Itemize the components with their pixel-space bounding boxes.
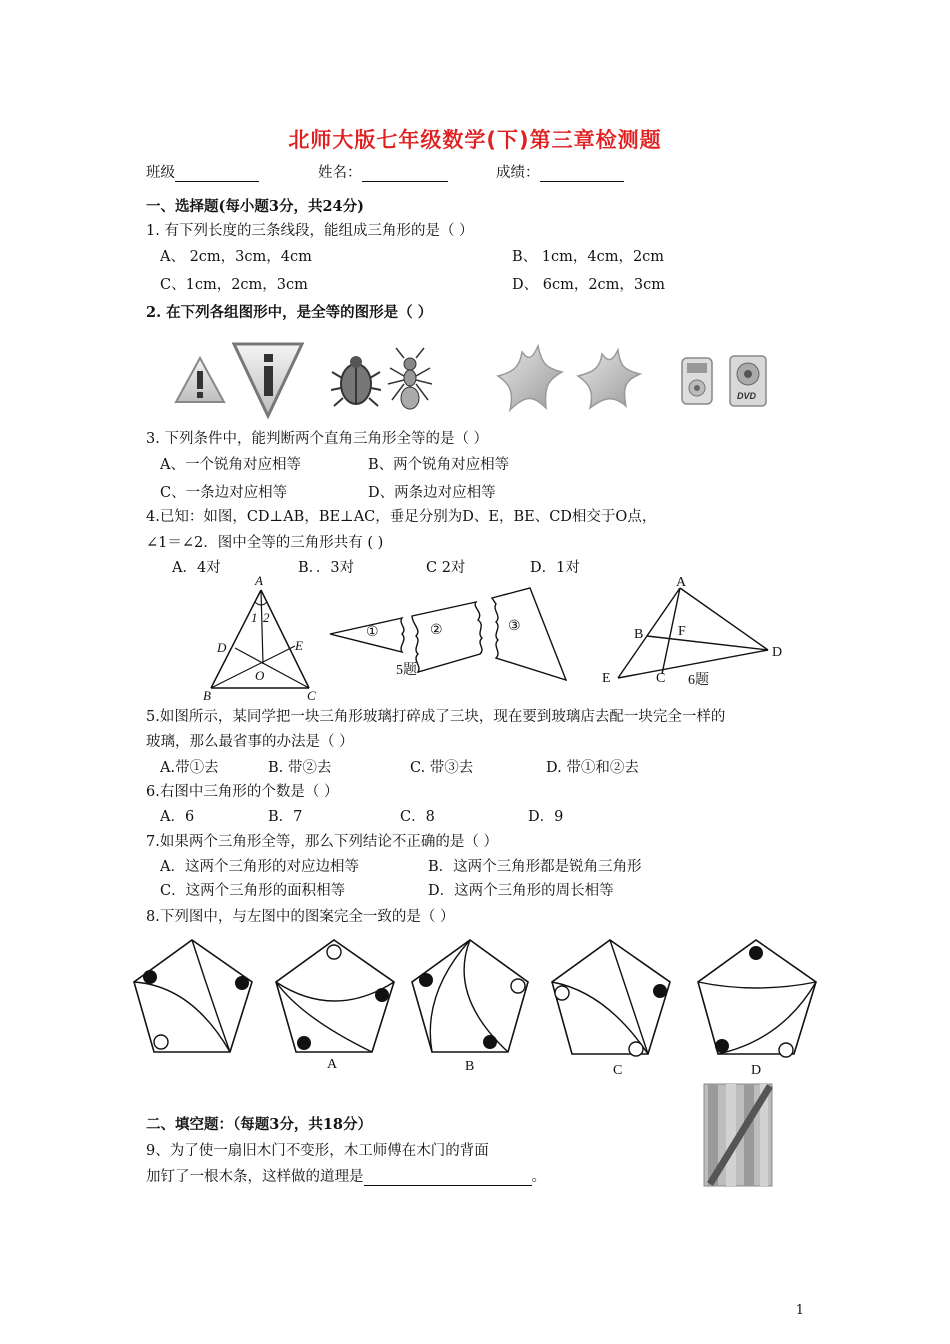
q6-option-d: D．9 <box>528 809 564 825</box>
q7-option-c: C．这两个三角形的面积相等 <box>160 883 346 899</box>
q5-option-c: C. 带③去 <box>410 760 474 776</box>
door-brace-figure <box>704 1084 774 1188</box>
class-field <box>146 164 259 182</box>
q6-option-a: A．6 <box>160 809 195 825</box>
q4-line1: 4.已知：如图，CD⊥AB，BE⊥AC，垂足分别为D、E，BE、CD相交于O点， <box>146 509 657 525</box>
q5-option-b: B. 带②去 <box>268 760 332 776</box>
name-label: 姓名： <box>318 165 362 181</box>
q1-option-d: D、 6cm，2cm，3cm <box>512 277 666 293</box>
q6-label-E: E <box>602 671 611 686</box>
name-field <box>318 164 448 182</box>
beetle-icon <box>331 356 381 406</box>
q5-figure <box>326 578 576 688</box>
score-blank <box>540 166 624 182</box>
q1-stem: 1. 有下列长度的三条线段，能组成三角形的是（ ） <box>146 223 474 239</box>
q5-line1: 5.如图所示，某同学把一块三角形玻璃打碎成了三块，现在要到玻璃店去配一块完全一样的 <box>146 709 726 725</box>
q4-label-E: E <box>295 638 303 653</box>
q4-line2: ∠1＝∠2．图中全等的三角形共有 ( ) <box>146 535 384 551</box>
q1-option-c: C、1cm，2cm，3cm <box>160 277 308 293</box>
q4-option-b: B．．3对 <box>298 560 355 576</box>
q8-option-c-pentagon <box>552 940 670 1078</box>
q6-label-F: F <box>678 624 686 639</box>
q9-line1: 9、为了使一扇旧木门不变形，木工师傅在木门的背面 <box>146 1143 489 1159</box>
q6-stem: 6.右图中三角形的个数是（ ） <box>146 784 339 800</box>
q6-label-B: B <box>634 627 644 642</box>
q6-label-A: A <box>676 575 687 590</box>
q7-option-a: A．这两个三角形的对应边相等 <box>160 859 359 875</box>
q3-option-c: C、一条边对应相等 <box>160 485 288 501</box>
q3-option-a: A、一个锐角对应相等 <box>160 457 301 473</box>
score-label: 成绩： <box>496 165 540 181</box>
q5-line2: 玻璃，那么最省事的办法是（ ） <box>146 734 354 750</box>
q8-label-a: A <box>327 1057 338 1072</box>
name-blank <box>362 166 448 182</box>
q6-label-C: C <box>656 671 666 686</box>
q2-figures <box>170 338 780 420</box>
q5-piece-1: ① <box>366 625 379 640</box>
class-blank <box>175 166 259 182</box>
warning-triangle-icon <box>176 358 224 402</box>
q7-stem: 7.如果两个三角形全等，那么下列结论不正确的是（ ） <box>146 834 498 850</box>
q8-label-d: D <box>751 1063 762 1078</box>
q2-stem: 2. 在下列各组图形中，是全等的图形是（ ） <box>146 304 433 321</box>
ant-icon <box>388 348 432 409</box>
q6-figure <box>600 574 800 694</box>
dvd-label: DVD <box>737 391 757 401</box>
q5-option-d: D. 带①和②去 <box>546 760 639 776</box>
q7-option-b: B．这两个三角形都是锐角三角形 <box>428 859 642 875</box>
starfish-icon <box>498 346 562 410</box>
dvd-icon <box>730 356 766 406</box>
q4-label-O: O <box>255 668 265 683</box>
q9-answer-blank <box>364 1170 532 1186</box>
q8-option-d-pentagon <box>698 940 816 1078</box>
q6-option-c: C．8 <box>400 809 435 825</box>
q8-option-b-pentagon <box>412 940 528 1074</box>
q4-label-1: 1 <box>251 610 258 625</box>
q8-label-c: C <box>613 1063 623 1078</box>
q8-original-pentagon <box>134 940 252 1052</box>
q5-piece-2: ② <box>430 623 443 638</box>
q8-label-b: B <box>465 1059 475 1074</box>
q6-option-b: B．7 <box>268 809 303 825</box>
score-field <box>496 164 624 182</box>
q8-option-a-pentagon <box>276 940 394 1072</box>
q4-option-c: C 2对 <box>426 560 466 576</box>
q4-label-2: 2 <box>263 610 270 625</box>
q8-stem: 8.下列图中，与左图中的图案完全一致的是（ ） <box>146 909 455 925</box>
q3-option-b: B、两个锐角对应相等 <box>368 457 510 473</box>
q4-figure <box>195 572 335 706</box>
starfish-icon <box>578 350 640 408</box>
q5-option-a: A.带①去 <box>160 760 219 776</box>
page-title: 北师大版七年级数学(下)第三章检测题 <box>288 128 662 152</box>
page-number: 1 <box>795 1303 804 1318</box>
q1-option-b: B、 1cm，4cm，2cm <box>512 249 665 265</box>
q9-line2-field <box>146 1168 546 1186</box>
q3-stem: 3. 下列条件中，能判断两个直角三角形全等的是（ ） <box>146 431 489 447</box>
q4-label-D: D <box>217 640 227 655</box>
q4-option-a: A．4对 <box>172 560 221 576</box>
q9-line2-end: 。 <box>531 1169 546 1185</box>
q4-label-C: C <box>307 688 316 703</box>
q8-figures <box>130 936 830 1082</box>
q6-caption: 6题 <box>688 673 709 688</box>
q6-label-D: D <box>772 645 783 660</box>
media-player-icon <box>682 358 712 404</box>
q7-option-d: D．这两个三角形的周长相等 <box>428 883 614 899</box>
q4-label-B: B <box>203 688 211 703</box>
q4-label-A: A <box>255 573 263 588</box>
q3-option-d: D、两条边对应相等 <box>368 485 496 501</box>
section2-heading: 二、填空题：（每题3分，共18分） <box>146 1116 373 1133</box>
q5-caption: 5题 <box>396 663 417 678</box>
class-label: 班级 <box>146 165 175 181</box>
q5-piece-3: ③ <box>508 619 521 634</box>
q1-option-a: A、 2cm，3cm，4cm <box>160 249 312 265</box>
info-triangle-icon <box>234 344 302 416</box>
q4-option-d: D．1对 <box>530 560 580 576</box>
q9-line2: 加钉了一根木条，这样做的道理是 <box>146 1169 364 1185</box>
section1-heading: 一、选择题(每小题3分，共24分) <box>146 198 364 215</box>
